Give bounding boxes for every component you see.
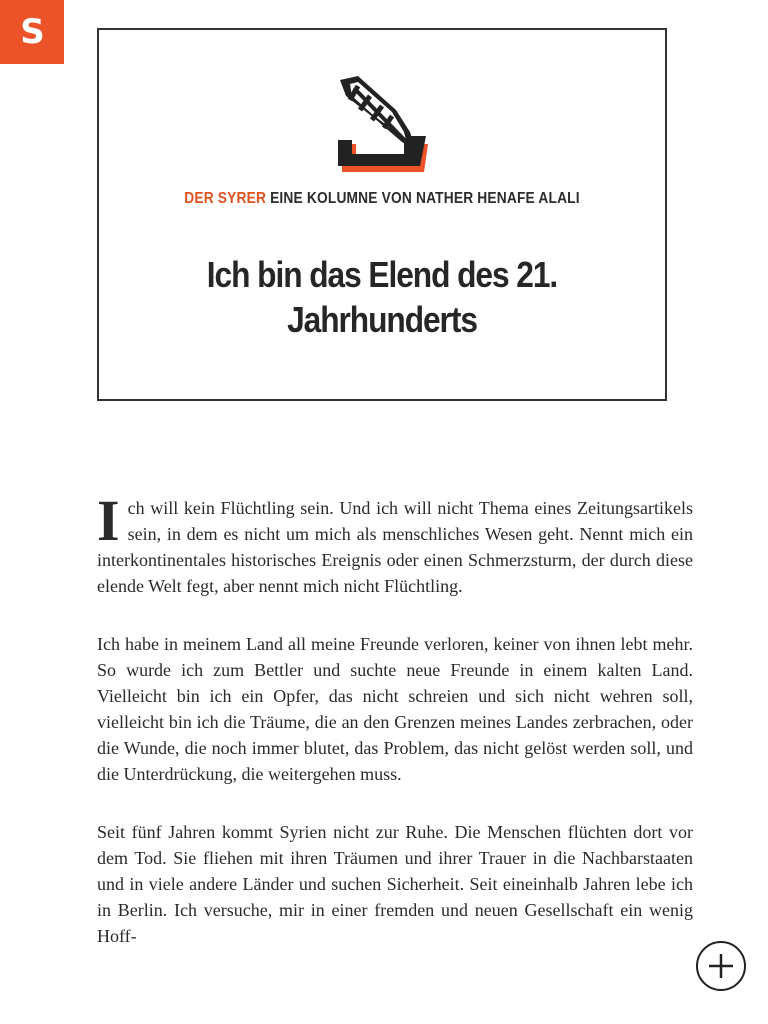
article-paragraph — [97, 488, 693, 599]
column-kicker — [139, 190, 626, 208]
article-body — [97, 488, 693, 981]
quill-pen-icon — [336, 74, 432, 178]
headline-line-1: Ich bin das Elend des 21. — [206, 254, 558, 295]
expand-plus-button[interactable] — [696, 941, 746, 991]
paragraph-text: ch will kein Flüchtling sein. Und ich will nicht Thema eines Zeitungsartikels sein, in dem es nicht um mich als menschliches Wesen geht. Nennt mich ein interkontinentales historisches Ereignis oder einen Schmerzsturm, der durch diese elende Welt fegt, aber nennt mich nicht Flüchtling. — [97, 498, 693, 596]
article-paragraph: Ich habe in meinem Land all meine Freunde verloren, keiner von ihnen lebt mehr. So wurde ich zum Bettler und suchte neue Freunde in einem kalten Land. Vielleicht bin ich ein Opfer, das nicht schreien und sich nicht wehren soll, vielleicht bin ich die Träume, die an den Grenzen meines Landes zerbrachen, oder die Wunde, die noch immer blutet, das Problem, das nicht gelöst werden soll, und die Unterdrückung, die weitergehen muss. — [97, 634, 693, 784]
column-header — [97, 28, 667, 401]
article-headline — [133, 252, 631, 342]
column-rubric: DER SYRER — [184, 190, 267, 207]
column-byline: EINE KOLUMNE VON NATHER HENAFE ALALI — [270, 190, 580, 207]
logo-badge[interactable] — [0, 0, 64, 64]
plus-icon — [707, 952, 735, 980]
drop-cap: I — [97, 488, 120, 553]
article-paragraph: Seit fünf Jahren kommt Syrien nicht zur Ruhe. Die Menschen flüchten dort vor dem Tod. Sie fliehen mit ihren Träumen und ihrer Trauer in die Nachbarstaaten und in viele andere Länder und suchen Sicherheit. Seit eineinhalb Jahren lebe ich in Berlin. Ich versuche, mir in einer fremden und neuen Gesellschaft ein wenig Hoff- — [97, 822, 693, 946]
logo-letter: S — [20, 12, 44, 52]
headline-line-2: Jahrhunderts — [287, 299, 477, 340]
